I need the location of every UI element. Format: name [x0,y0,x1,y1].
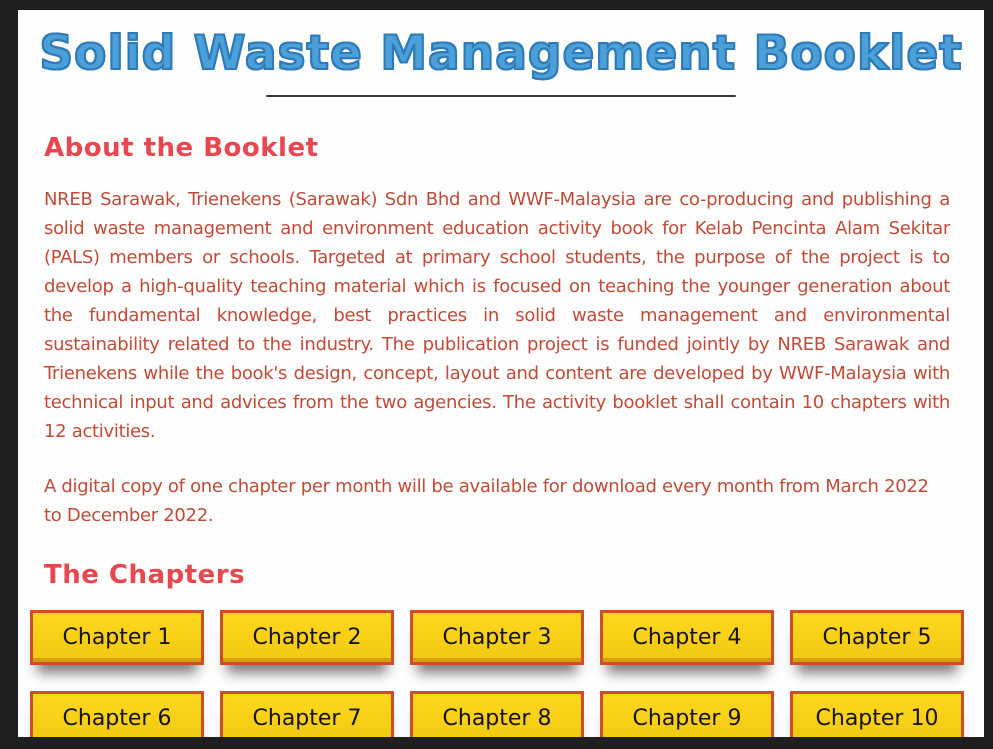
page-title: Solid Waste Management Booklet [39,26,963,81]
title-underline [266,95,736,97]
chapters-heading: The Chapters [44,560,246,590]
availability-note: A digital copy of one chapter per month will be available for download every month from March 2022 to December 2022. [44,476,929,526]
about-heading: About the Booklet [44,133,319,163]
chapter-grid [30,610,964,737]
chapter-7-button[interactable]: Chapter 7 [220,691,394,737]
booklet-page [18,10,984,737]
chapter-2-button[interactable]: Chapter 2 [220,610,394,665]
chapter-4-button[interactable]: Chapter 4 [600,610,774,665]
chapter-row-1 [30,610,964,665]
about-paragraph: NREB Sarawak, Trienekens (Sarawak) Sdn Bhd and WWF-Malaysia are co-producing and publishing a solid waste management and environment education activity book for Kelab Pencinta Alam Sekitar (PALS) members or schools. Targeted at primary school students, the purpose of the project is to develop a high-quality teaching material which is focused on teaching the younger generation about the fundamental knowledge, best practices in solid waste management and environmental sustainability related to the industry. The publication project is funded jointly by NREB Sarawak and Trienekens while the book's design, concept, layout and content are developed by WWF-Malaysia with technical input and advices from the two agencies. The activity booklet shall contain 10 chapters with 12 activities. [44,189,950,442]
chapter-6-button[interactable]: Chapter 6 [30,691,204,737]
chapter-row-2 [30,691,964,737]
chapter-10-button[interactable]: Chapter 10 [790,691,964,737]
chapter-5-button[interactable]: Chapter 5 [790,610,964,665]
chapter-3-button[interactable]: Chapter 3 [410,610,584,665]
chapter-8-button[interactable]: Chapter 8 [410,691,584,737]
chapter-1-button[interactable]: Chapter 1 [30,610,204,665]
chapter-9-button[interactable]: Chapter 9 [600,691,774,737]
